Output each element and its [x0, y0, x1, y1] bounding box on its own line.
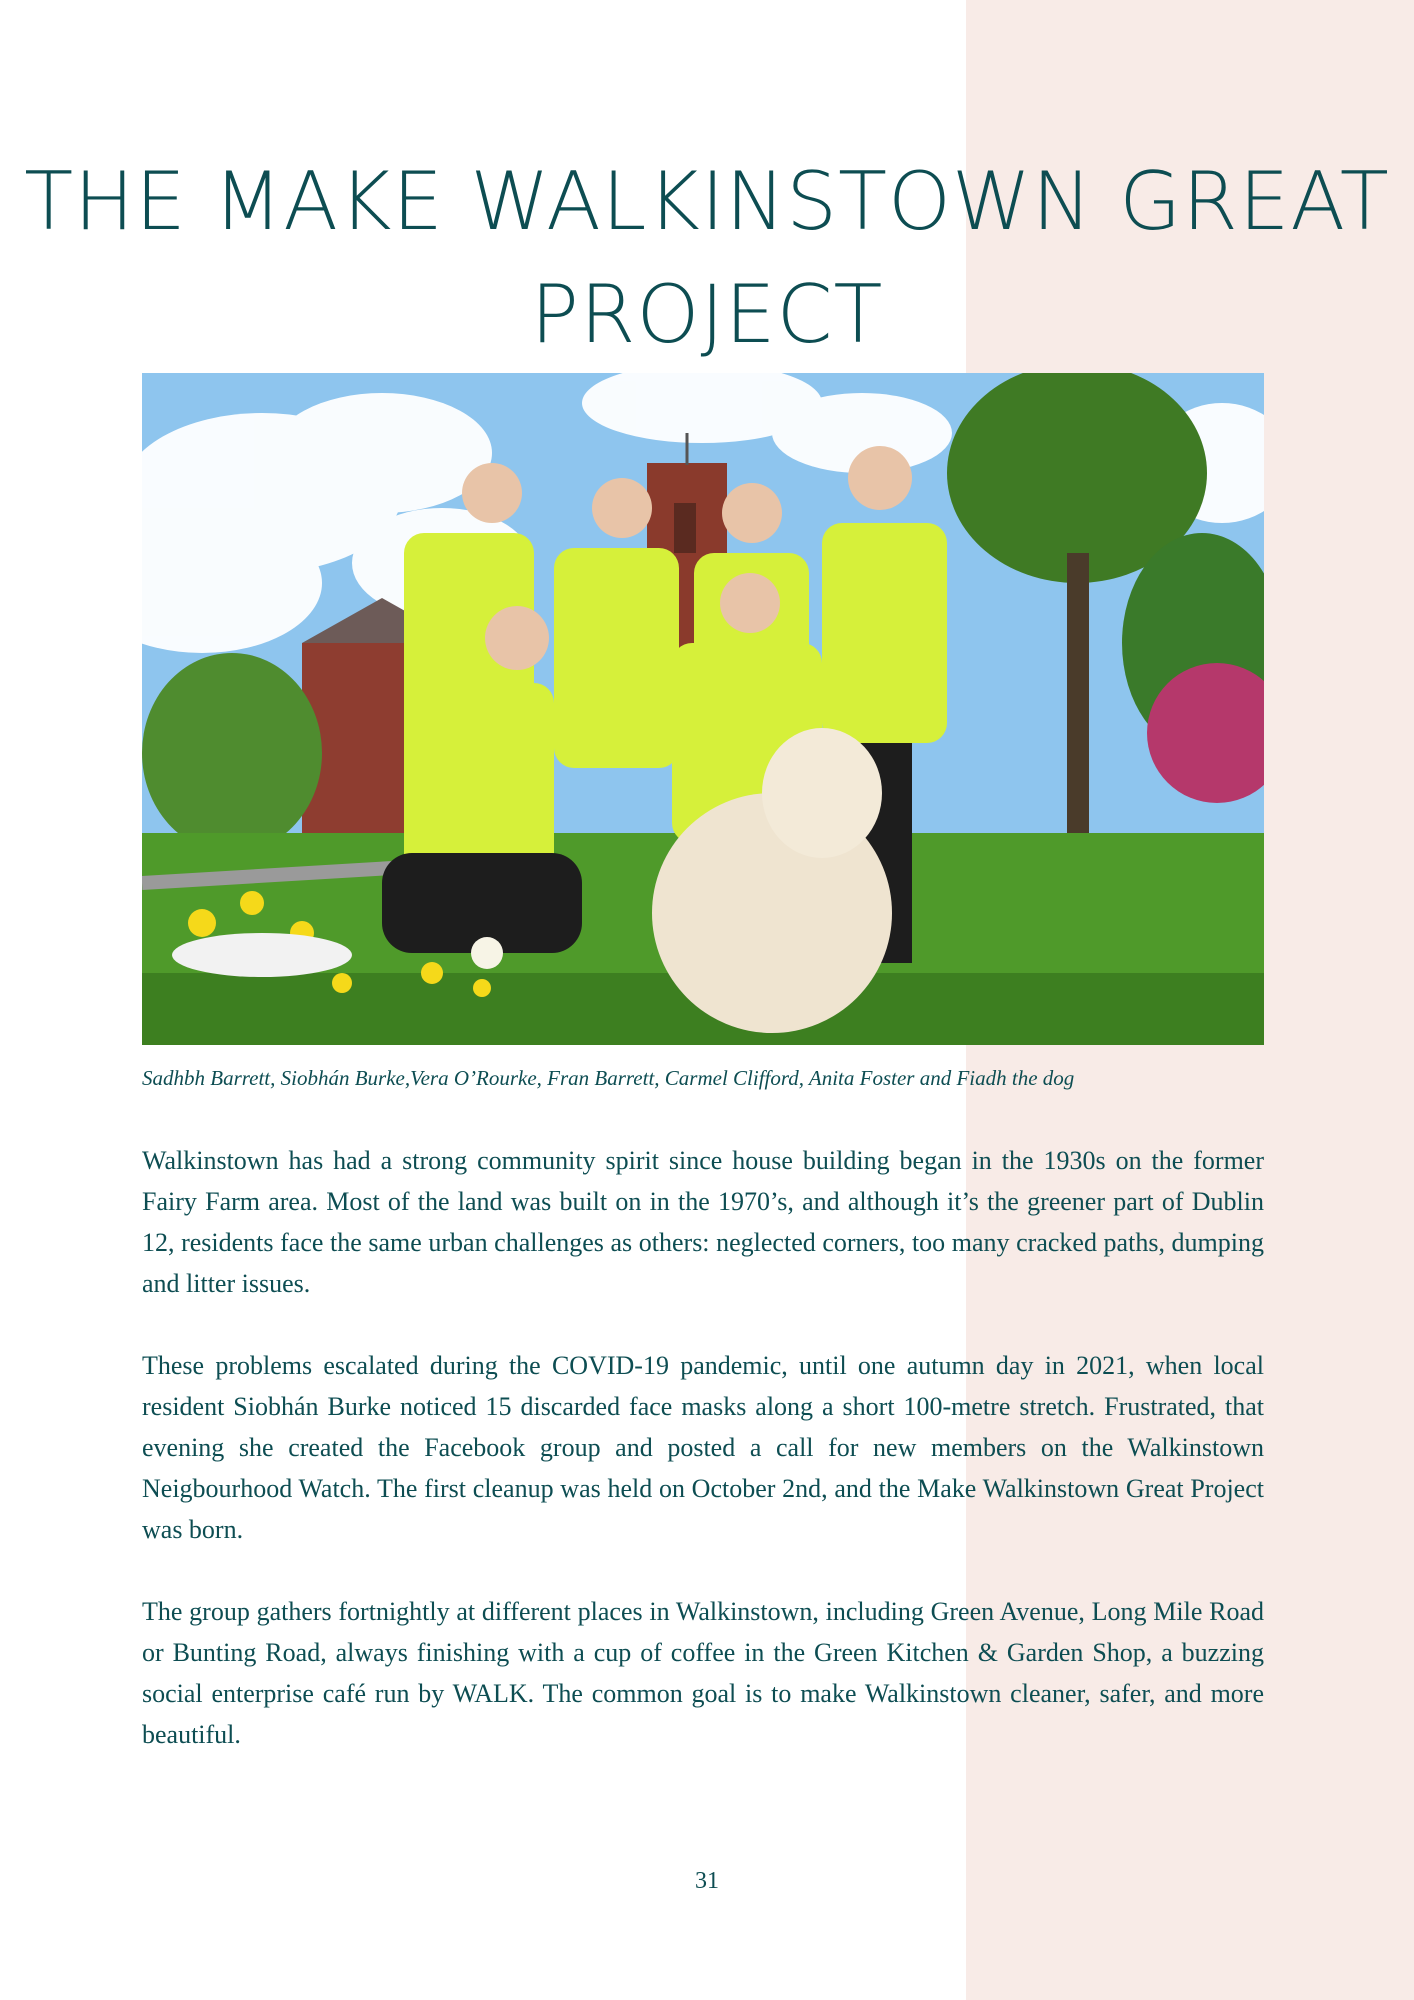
page-number: 31: [695, 1868, 719, 1894]
photo-caption: Sadhbh Barrett, Siobhán Burke,Vera O’Rourke, Fran Barrett, Carmel Clifford, Anita Foster and Fiadh the dog: [142, 1066, 1075, 1090]
paragraph: These problems escalated during the COVID-19 pandemic, until one autumn day in 2021, when local resident Siobhán Burke noticed 15 discarded face masks along a short 100-metre stretch. Frustrated, that evening she created the Facebook group and posted a call for new members on the Walkinstown Neigbourhood Watch. The first cleanup was held on October 2nd, and the Make Walkinstown Great Project was born.: [142, 1351, 1264, 1544]
group-photo: [142, 373, 1264, 1045]
page-title: THE MAKE WALKINSTOWN GREAT PROJECT: [24, 155, 1390, 361]
paragraph: The group gathers fortnightly at different places in Walkinstown, including Green Avenue, Long Mile Road or Bunting Road, always finishing with a cup of coffee in the Green Kitchen & Garden Shop, a buzzing social enterprise café run by WALK. The common goal is to make Walkinstown cleaner, safer, and more beautiful.: [142, 1597, 1264, 1749]
paragraph: Walkinstown has had a strong community spirit since house building began in the 1930s on the former Fairy Farm area. Most of the land was built on in the 1970’s, and although it’s the greener part of Dublin 12, residents face the same urban challenges as others: neglected corners, too many cracked paths, dumping and litter issues.: [142, 1146, 1264, 1298]
article-body: [142, 1140, 1264, 1796]
photo-illustration: [142, 373, 1264, 1045]
